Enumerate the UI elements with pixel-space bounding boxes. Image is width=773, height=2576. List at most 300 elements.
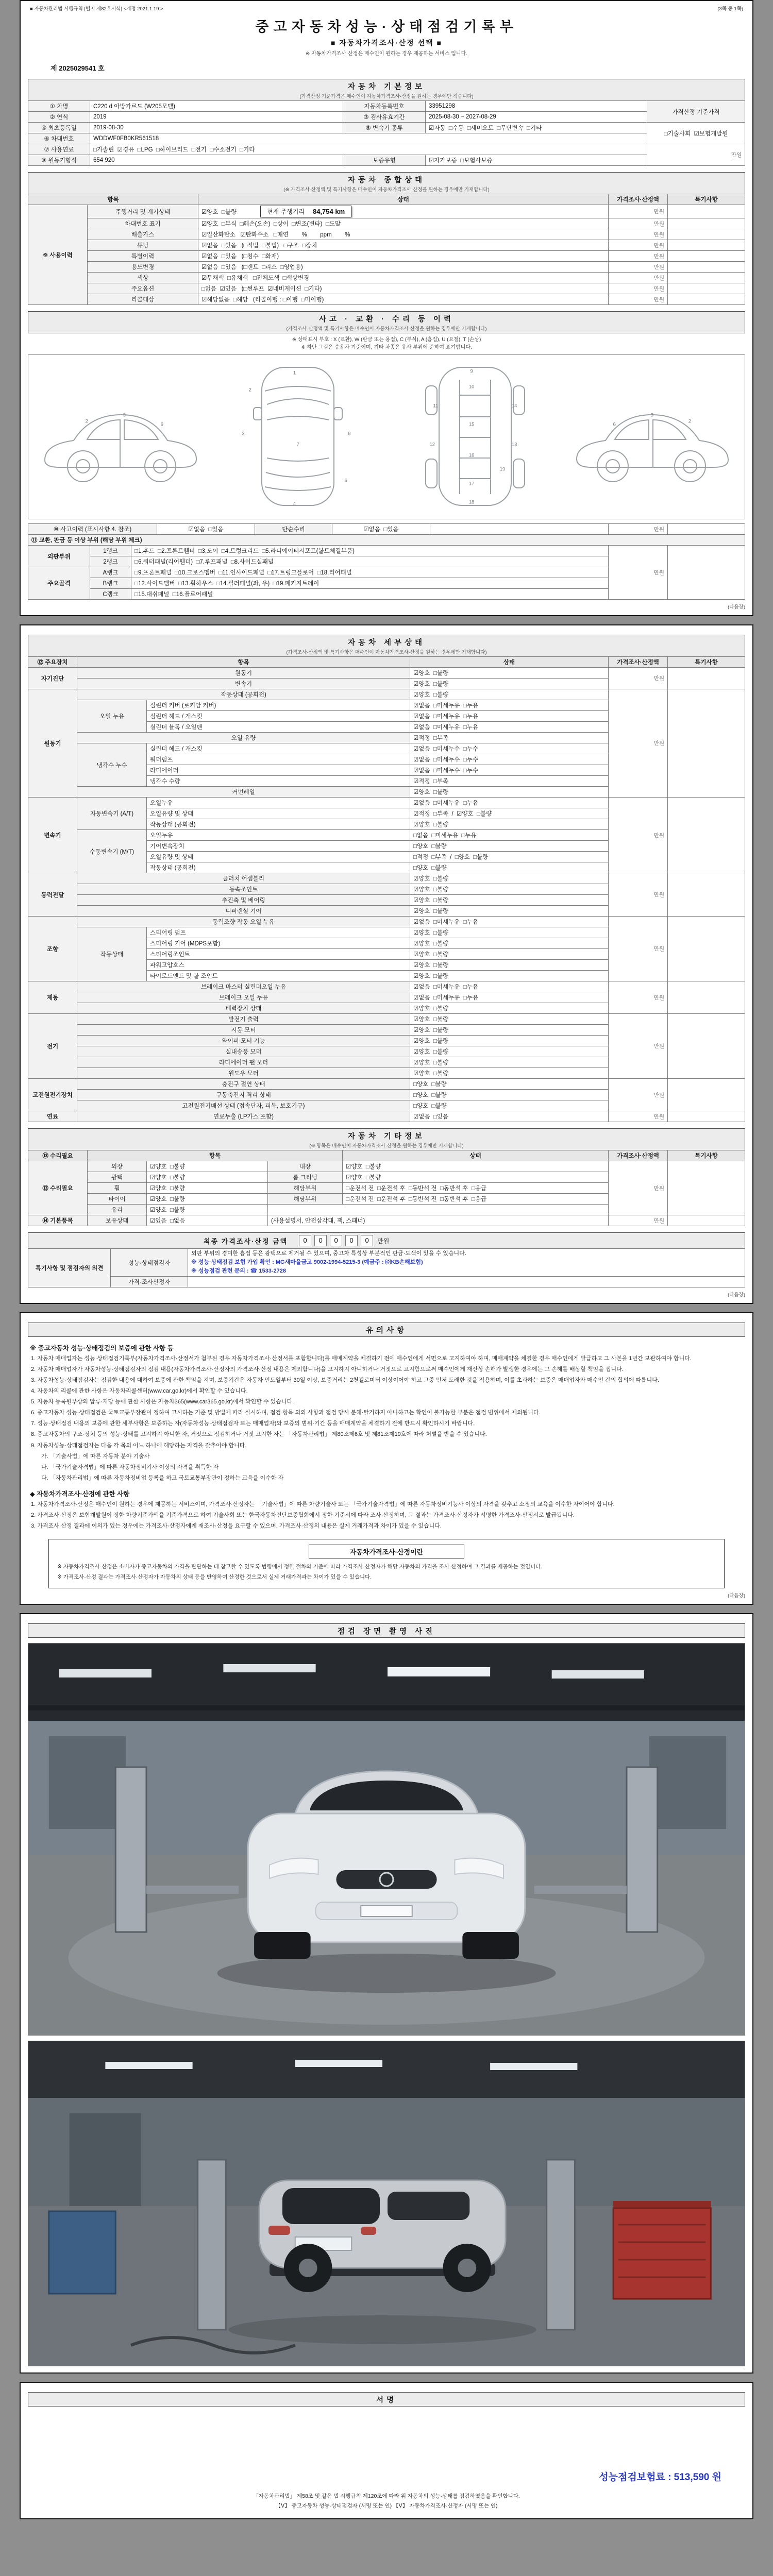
cell: 만원	[609, 524, 668, 535]
cell	[668, 1111, 745, 1122]
page-notice	[20, 1312, 753, 1605]
cell	[668, 240, 745, 251]
cell: 주요옵션	[88, 283, 198, 294]
definition-box-line: ※ 가격조사·산정 결과는 가격조사·산정자가 자동차의 상태 등을 반영하여 산정한 것으로서 실제 거래가격과는 차이가 있을 수 있습니다.	[57, 1573, 372, 1580]
cell: ☑양호 □불량	[410, 1025, 609, 1036]
notice-item: 9. 자동차성능·상태점검자는 다음 각 목의 어느 하나에 해당하는 자격을 갖추어야 합니다.	[31, 1442, 247, 1449]
notice-body	[28, 1343, 745, 1531]
cell: ☑있음 □없음	[147, 1215, 268, 1226]
cell: 휠	[88, 1183, 147, 1194]
cell: 만원	[609, 1079, 668, 1111]
basic-info-table	[28, 100, 745, 166]
cell	[668, 524, 745, 535]
cell: 라디에이터	[147, 765, 410, 776]
inspection-photo-rear	[28, 2041, 745, 2366]
cell: 원동기	[77, 668, 410, 679]
cell: 보유상태	[88, 1215, 147, 1226]
engine-type-value: 654 920	[90, 155, 343, 166]
cell: ☑없음 □미세누유 □누유	[410, 981, 609, 992]
cell: 등속조인트	[77, 884, 410, 895]
cell: ☑양호 □불량	[410, 1046, 609, 1057]
cell: ☑없음 □미세누수 □누수	[410, 743, 609, 754]
section-etc-header	[28, 1128, 745, 1150]
diagram-part-number: 3	[123, 412, 126, 418]
notice-item: 가. 「기술사법」에 따른 자동차 분야 기술사	[41, 1453, 150, 1460]
car-diagram-side-right	[566, 359, 737, 515]
cell: ☑없음 □미세누유 □누유	[410, 798, 609, 808]
cell: 만원	[609, 981, 668, 1014]
cell: 만원	[609, 251, 668, 262]
cell: ⑤ 변속기 종류	[343, 123, 426, 133]
cell	[668, 1014, 745, 1079]
cell: ☑없음 □미세누수 □누수	[410, 765, 609, 776]
notice-heading: ※ 중고자동차 성능·상태점검의 보증에 관한 사항 등	[30, 1345, 174, 1352]
cell: 내장	[268, 1161, 343, 1172]
cell: ☑적정 □부족	[410, 733, 609, 743]
cell: 만원	[609, 273, 668, 283]
inspection-photo-front	[28, 1643, 745, 2036]
cell: ☑양호 □불량	[410, 927, 609, 938]
cell: ☑양호 □불량	[147, 1172, 268, 1183]
diagram-part-number: 18	[468, 499, 475, 505]
cell: 만원	[609, 1215, 668, 1226]
cell: 상태	[198, 194, 609, 205]
usage-history-group: ⑨ 사용이력	[28, 205, 88, 305]
cell: □양호 □불량	[410, 1090, 609, 1100]
cell: 만원	[609, 294, 668, 305]
cell: 작동상태	[77, 927, 147, 981]
footer-statement	[28, 2487, 745, 2513]
cell: ☑양호 □불량	[410, 1057, 609, 1068]
exchange-panel-table	[28, 534, 745, 600]
first-registration-value: 2019-08-30	[90, 123, 343, 133]
section-overall-header	[28, 172, 745, 194]
cell: 만원	[609, 229, 668, 240]
cell: 해당부위	[268, 1194, 343, 1205]
diagram-part-number: 12	[429, 442, 435, 448]
cell: 2랭크	[90, 556, 131, 567]
notice-item: 나. 「국가기술자격법」에 따른 자동차정비기사 이상의 자격을 취득한 자	[41, 1464, 219, 1470]
cell: □적정 □부족 / □양호 □불량	[410, 852, 609, 862]
cell: ☑양호 □불량	[343, 1172, 609, 1183]
cell: ① 차명	[28, 101, 90, 112]
cell: ③ 검사유효기간	[343, 112, 426, 123]
cell: 오일 유량	[77, 733, 410, 743]
cell: 기어변속장치	[147, 841, 410, 852]
registration-number-value: 33951298	[426, 101, 647, 112]
model-year-value: 2019	[90, 112, 343, 123]
cell: 만원	[609, 240, 668, 251]
vin-value: WDDWF0FB0KR561518	[90, 133, 647, 144]
cell: ☑양호 □불량	[410, 949, 609, 960]
cell: 보증유형	[343, 155, 426, 166]
cell: 만원	[609, 873, 668, 917]
cell: 오일누유	[147, 830, 410, 841]
car-diagram-top	[212, 359, 383, 515]
cell: ☑없음 □미세누유 □누유	[410, 722, 609, 733]
cell: ⑫ 주요장치	[28, 657, 77, 668]
notice-item: 3. 자동차성능·상태점검자는 점검한 내용에 대하여 보증에 관한 책임을 지며, 보증기간은 자동차 인도일부터 30일 이상, 보증거리는 2천킬로미터 이상이어야 하고 그중 먼저 도래한 것을 적용하며, 이를 초과하는 보증은 매매업자와 매수인 간의 합의에 따릅니다.	[31, 1377, 659, 1384]
cell	[667, 546, 745, 600]
footer-line1: 「자동차관리법」 제58조 및 같은 법 시행규칙 제120조에 따라 위 자동차의 성능·상태를 점검하였음을 확인합니다.	[253, 2493, 520, 2500]
cell: ☑양호 □불량	[410, 895, 609, 906]
diagram-part-number: 2	[688, 418, 692, 425]
notice-item: 2. 자동차 매매업자가 자동차성능·상태점검자의 점검 내용(자동차가격조사·산정자의 가격조사·산정 내용은 제외합니다)을 고지하지 아니하거나 거짓으로 고지함으로써 매수인에게 재산상 손해가 발생한 경우에는 그 손해를 배상할 책임을 집니다.	[31, 1366, 624, 1373]
cell: ☑없음 □미세누유 □누유	[410, 917, 609, 927]
cell: 주행거리 및 계기상태	[88, 205, 198, 218]
form-reference-note	[28, 4, 745, 12]
final-amount-digit: 0	[330, 1235, 342, 1246]
notice-item: 다. 「자동차관리법」에 따른 자동차정비업 등록을 하고 국토교통부장관이 정하는 교육을 이수한 자	[41, 1475, 284, 1481]
cell: 오일유량 및 상태	[147, 808, 410, 819]
odometer-box: 현재 주행거리 84,754 km	[260, 206, 351, 217]
cell: ☑양호 □불량	[410, 938, 609, 949]
cell: 실린더 블록 / 오일팬	[147, 722, 410, 733]
cell	[668, 294, 745, 305]
car-side-left-drawing	[36, 359, 207, 515]
cell	[430, 524, 609, 535]
cell: 만원	[609, 1111, 668, 1122]
cell: 1랭크	[90, 546, 131, 556]
cell: 만원	[609, 1014, 668, 1079]
cell	[668, 668, 745, 689]
cell: □운전석 전 □운전석 후 □동반석 전 □동반석 후 □응급	[343, 1183, 609, 1194]
cell: 작동상태 (공회전)	[147, 819, 410, 830]
cell: 튜닝	[88, 240, 198, 251]
overall-state-table	[28, 194, 745, 305]
law-note: ■ 자동차관리법 시행규칙 [별지 제82호서식] <개정 2021.1.19.>	[30, 6, 163, 12]
cell: ☑양호 □불량	[147, 1194, 268, 1205]
cell: 만원	[609, 689, 668, 798]
cell: 색상	[88, 273, 198, 283]
page-signature	[20, 2382, 753, 2519]
cell: 연료누출 (LP가스 포함)	[77, 1111, 410, 1122]
cell: 만원	[609, 668, 668, 689]
cell: 조향	[28, 917, 77, 981]
cell: 만원	[609, 205, 668, 218]
cell: 가격·조사산정자	[111, 1277, 188, 1287]
page-photos	[20, 1613, 753, 2374]
cell: 스티어링 기어 (MDPS포함)	[147, 938, 410, 949]
cell: 작동상태 (공회전)	[147, 862, 410, 873]
diagram-part-number: 3	[650, 412, 654, 418]
diagram-part-number: 15	[468, 421, 475, 428]
cell: 자기진단	[28, 668, 77, 689]
cell: 자동변속기 (A/T)	[77, 798, 147, 830]
accident-legend-line2: ※ 하단 그림은 승용차 기준이며, 기타 차종은 유사 부위에 준하여 표기합니다.	[301, 345, 472, 350]
cell: 실린더 커버 (로커암 커버)	[147, 700, 410, 711]
final-amount-digit: 0	[345, 1235, 358, 1246]
cell: 만원	[609, 1161, 668, 1215]
price-appraisal-definition-box	[48, 1539, 725, 1589]
etc-info-table	[28, 1150, 745, 1226]
cell	[668, 873, 745, 917]
diagram-part-number: 8	[348, 431, 351, 437]
definition-box-title: 자동차가격조사·산정이란	[309, 1545, 464, 1558]
cell: 오일누유	[147, 798, 410, 808]
cell: □양호 □불량	[410, 1079, 609, 1090]
diagram-part-number: 6	[344, 478, 347, 484]
cell: ⑪ 교환, 판금 등 이상 부위 (해당 부위 체크)	[28, 535, 745, 546]
cell: 해당부위	[268, 1183, 343, 1194]
cell: ☑양호 □불량	[410, 1068, 609, 1079]
cell: ② 연식	[28, 112, 90, 123]
cell: ☑양호 □불량	[410, 668, 609, 679]
cell	[668, 981, 745, 1014]
simple-repair-status: ☑없음 □있음	[332, 524, 430, 535]
section-detail-header	[28, 635, 745, 657]
cell: □양호 □불량	[410, 862, 609, 873]
cell: 단순수리	[255, 524, 332, 535]
car-side-right-drawing	[566, 359, 737, 515]
next-page-marker: (다음장)	[728, 1292, 745, 1298]
cell: 배력장치 상태	[77, 1003, 410, 1014]
section-title: 자동차 기본정보	[347, 83, 426, 91]
vehicle-name-value: C220 d 아방가르드 (W205모델)	[90, 101, 343, 112]
cell: 외판부위	[28, 546, 90, 567]
cell: 상태	[343, 1150, 609, 1161]
cell: 고전원전기장치	[28, 1079, 77, 1111]
document-subtitle: ■ 자동차가격조사·산정 선택 ■	[330, 39, 442, 47]
cell: 파워고압호스	[147, 960, 410, 971]
cell: 구동축전지 격리 상태	[77, 1090, 410, 1100]
cell: 고전원전기배선 상태 (접속단자, 피복, 보호기구)	[77, 1100, 410, 1111]
cell: ☑양호 □불량	[410, 971, 609, 981]
final-price-band	[28, 1232, 745, 1249]
cell: 냉각수 수량	[147, 776, 410, 787]
diagram-part-number: 2	[85, 418, 88, 425]
cell: 유리	[88, 1205, 147, 1215]
cell: ⑬ 수리필요	[28, 1150, 88, 1161]
cell: 만원	[609, 798, 668, 873]
cell: ☑양호 □불량	[343, 1161, 609, 1172]
section-sign-header	[28, 2392, 745, 2406]
cell: 수동변속기 (M/T)	[77, 830, 147, 873]
section-note: (가격조사·산정액 및 특기사항은 매수인이 자동차가격조사·산정을 원하는 경우에만 기재합니다)	[286, 650, 487, 655]
cell: 추진축 및 베어링	[77, 895, 410, 906]
cell: 리콜대상	[88, 294, 198, 305]
cell: ☑양호 □불량	[410, 689, 609, 700]
inspection-period-value: 2025-08-30 ~ 2027-08-29	[426, 112, 647, 123]
diagram-part-number: 11	[433, 403, 439, 409]
cell: ☑양호 □부식 □훼손(오손) □상이 □변조(변타) □도말	[198, 218, 609, 229]
cell: ☑없음 □있음 (□적법 □불법) □구조 □장치	[198, 240, 609, 251]
cell: 특기사항	[668, 194, 745, 205]
cell: ⑥ 차대번호	[28, 133, 90, 144]
cell: ☑없음 □미세누유 □누유	[410, 992, 609, 1003]
cell: ☑자동 □수동 □세미오토 □무단변속 □기타	[426, 123, 647, 133]
cell: 항목	[28, 194, 198, 205]
cell: 제동	[28, 981, 77, 1014]
cell: □6.쿼터패널(리어휀더) □7.루프패널 □8.사이드실패널	[131, 556, 609, 567]
final-amount-digit: 0	[361, 1235, 373, 1246]
final-price-label: 최종 가격조사·산정 금액	[204, 1237, 288, 1245]
final-amount-digit: 0	[314, 1235, 327, 1246]
cell: ☑양호 □불량	[410, 1014, 609, 1025]
cell: 성능·상태점검자	[111, 1249, 188, 1277]
appraiser-opinion	[188, 1277, 745, 1287]
cell: 실린더 헤드 / 개스킷	[147, 711, 410, 722]
inspector-opinion: 외판 부위의 경미한 흠집 등은 광택으로 제거될 수 있으며, 중고차 특성상 부분적인 판금·도색이 있을 수 있습니다. ※ 성능·상태점검 보험 가입 확인 : MG새마을금고 9002-1994-5215-3 (예금주 : ㈜KB손해보험) ※ 성능점검 관련 문의 : ☎ 1533-2728	[188, 1249, 745, 1277]
cell: 시동 모터	[77, 1025, 410, 1036]
next-page-marker: (다음장)	[728, 604, 745, 610]
cell: 만원	[608, 546, 667, 600]
cell: ☑양호 □불량	[410, 679, 609, 689]
page-marker: (3쪽 중 1쪽)	[717, 6, 743, 12]
insurance-fee: 성능점검보험료 : 513,590 원	[599, 2472, 721, 2483]
cell: 만원	[609, 218, 668, 229]
photo-rear-drawing	[28, 2041, 745, 2366]
diagram-part-number: 6	[160, 421, 163, 428]
cell: 만원	[647, 144, 745, 166]
section-note: (※ 항목은 매수인이 자동차가격조사·산정을 원하는 경우에만 기재합니다)	[309, 1143, 464, 1149]
cell: ☑없음 □미세누유 □누유	[410, 700, 609, 711]
cell: 라디에이터 팬 모터	[77, 1057, 410, 1068]
cell: □운전석 전 □운전석 후 □동반석 전 □동반석 후 □응급	[343, 1194, 609, 1205]
car-diagram-side-left	[36, 359, 207, 515]
diagram-part-number: 19	[499, 466, 506, 472]
cell: 용도변경	[88, 262, 198, 273]
cell: 특기사항	[668, 1150, 745, 1161]
cell: 스티어링조인트	[147, 949, 410, 960]
final-amount	[296, 1235, 373, 1246]
odometer-status: ☑양호 □불량 현재 주행거리 84,754 km	[198, 205, 609, 218]
cell: 충전구 절연 상태	[77, 1079, 410, 1090]
cell: 자동차등록번호	[343, 101, 426, 112]
cell: 브레이크 오일 누유	[77, 992, 410, 1003]
cell: 배출가스	[88, 229, 198, 240]
cell: ⑩ 사고이력 (표시사항 4. 참조)	[28, 524, 157, 535]
section-title: 유의사항	[365, 1327, 408, 1335]
notice-item: 2. 가격조사·산정은 보험개발원이 정한 차량기준가액을 기준가격으로 하여 기술사회 또는 한국자동차진단보증협회에서 정한 기준서에 따라 조사·산정하며, 그 결과는 가격조사·산정자가 서명한 가격조사·산정서로 발급됩니다.	[31, 1512, 575, 1518]
car-top-drawing	[212, 359, 383, 515]
cell: 오일유량 및 상태	[147, 852, 410, 862]
cell	[668, 262, 745, 273]
cell: ⑬ 수리필요	[28, 1161, 88, 1215]
cell: ☑없음 □미세누유 □누유	[410, 711, 609, 722]
cell: 특기사항	[668, 657, 745, 668]
cell: B랭크	[90, 578, 131, 589]
section-title: 점검 장면 촬영 사진	[337, 1628, 436, 1636]
cell: 특별이력	[88, 251, 198, 262]
cell: ⑭ 기본품목	[28, 1215, 88, 1226]
car-diagram-bottom	[390, 359, 561, 515]
cell: ⑦ 사용연료	[28, 144, 90, 155]
cell: □없음 □미세누유 □누유	[410, 830, 609, 841]
cell: 타이로드엔드 및 볼 조인트	[147, 971, 410, 981]
cell: 타이어	[88, 1194, 147, 1205]
cell: ☑무채색 □유채색 □전체도색 □색상변경	[198, 273, 609, 283]
cell: 작동상태 (공회전)	[77, 689, 410, 700]
cell	[268, 1205, 609, 1215]
cell: ☑양호 □불량	[410, 787, 609, 798]
cell: □없음 ☑있음 (□썬루프 ☑네비게이션 □기타)	[198, 283, 609, 294]
cell: ☑일산화탄소 ☑탄화수소 □매연 % ppm %	[198, 229, 609, 240]
cell	[668, 229, 745, 240]
section-accident-header	[28, 311, 745, 333]
cell: 가격조사·산정액	[609, 657, 668, 668]
cell	[668, 1161, 745, 1215]
cell: 와이퍼 모터 기능	[77, 1036, 410, 1046]
accident-history-table	[28, 523, 745, 535]
cell: 실린더 헤드 / 개스킷	[147, 743, 410, 754]
cell: C랭크	[90, 589, 131, 600]
cell: 오일 누유	[77, 700, 147, 733]
diagram-part-number: 16	[468, 452, 475, 459]
cell: 브레이크 마스터 실린더오일 누유	[77, 981, 410, 992]
final-price-unit: 만원	[377, 1237, 390, 1245]
footer-line2: 【Ⅴ】 중고자동차 성능·상태점검자 (서명 또는 인) 【Ⅴ】 자동차가격조사·산정자 (서명 또는 인)	[275, 2503, 498, 2510]
notice-item: 8. 중고자동차의 구조·장치 등의 성능·상태를 고지하지 아니한 자, 거짓으로 점검하거나 거짓 고지한 자는 「자동차관리법」 제80조제6호 및 제81조제19호에 따라 처벌을 받을 수 있습니다.	[31, 1431, 487, 1438]
cell: ☑적정 □부족 / ☑양호 □불량	[410, 808, 609, 819]
diagram-part-number: 3	[242, 431, 245, 437]
cell: ☑없음 □미세누수 □누수	[410, 754, 609, 765]
notice-item: 1. 자동차가격조사·산정은 매수인이 원하는 경우에 제공하는 서비스이며, 가격조사·산정자는 「기술사법」에 따른 차량기술사 또는 「국가기술자격법」에 따른 자동차정비기능사 이상의 자격을 갖추고 소정의 교육을 이수한 자이어야 합니다.	[31, 1501, 615, 1507]
price-basis-label: 가격산정 기준가격	[647, 101, 745, 123]
cell: A랭크	[90, 567, 131, 578]
cell: 냉각수 누수	[77, 743, 147, 787]
fuel-type-value: □가솔린 ☑경유 □LPG □하이브리드 □전기 □수소전기 □기타	[90, 144, 647, 155]
cell	[668, 205, 745, 218]
notice-item: 3. 가격조사·산정 결과에 이의가 있는 경우에는 가격조사·산정자에게 재조사·산정을 요구할 수 있으며, 가격조사·산정의 내용은 실제 거래가격과 차이가 있을 수 있습니다.	[31, 1522, 442, 1529]
cell: ☑양호 □불량	[410, 960, 609, 971]
cell: 항목	[77, 657, 410, 668]
diagram-part-number: 17	[468, 481, 475, 487]
cell: 광택	[88, 1172, 147, 1183]
cell: 동력전달	[28, 873, 77, 917]
cell: ☑없음 □있음	[410, 1111, 609, 1122]
cell	[668, 218, 745, 229]
cell: □기술사회 ☑보험개발원	[647, 123, 745, 144]
cell: □12.사이드멤버 □13.휠하우스 □14.필러패널(좌, 우) □19.패키지트레이	[131, 578, 609, 589]
cell	[668, 689, 745, 798]
cell	[668, 917, 745, 981]
cell: □양호 □불량	[410, 841, 609, 852]
diagram-part-number: 10	[468, 384, 475, 390]
cell: 외장	[88, 1161, 147, 1172]
cell	[668, 1079, 745, 1111]
cell: 가격조사·산정액	[609, 194, 668, 205]
cell: 실내송풍 모터	[77, 1046, 410, 1057]
car-bottom-drawing	[390, 359, 561, 515]
inspector-opinion-table	[28, 1248, 745, 1287]
cell: 원동기	[28, 689, 77, 798]
page-detail	[20, 624, 753, 1304]
cell: 만원	[609, 262, 668, 273]
notice-item: 7. 성능·상태점검 내용의 보증에 관한 세부사항은 보증하는 자(자동차성능·상태점검자 또는 매매업자)와 보증의 범위·기간 등을 매매계약을 체결하기 전에 반드시 확인하시기 바랍니다.	[31, 1420, 475, 1427]
cell: ☑양호 □불량	[410, 1036, 609, 1046]
cell: 주요골격	[28, 567, 90, 600]
section-photos-header	[28, 1623, 745, 1638]
cell: 전기	[28, 1014, 77, 1079]
diagram-part-number: 4	[293, 501, 296, 507]
cell: ☑양호 □불량	[410, 1003, 609, 1014]
cell: 변속기	[28, 798, 77, 873]
signature-area	[28, 2406, 745, 2467]
accident-legend	[28, 336, 745, 351]
cell: 룸 크리닝	[268, 1172, 343, 1183]
warranty-type-value: ☑자가보증 □보험사보증	[426, 155, 647, 166]
cell: 변속기	[77, 679, 410, 689]
cell: ④ 최초등록일	[28, 123, 90, 133]
page-basic-overall	[20, 0, 753, 616]
cell: □9.프론트패널 □10.크로스멤버 □11.인사이드패널 □17.트렁크플로어 □18.리어패널	[131, 567, 609, 578]
cell: ☑양호 □불량	[410, 884, 609, 895]
cell: ☑양호 □불량	[147, 1183, 268, 1194]
accident-legend-line1: ※ 상태표시 부호 : X (교환), W (판금 또는 용접), C (부식), A (흠집), U (요철), T (손상)	[292, 337, 481, 343]
section-note: (※ 가격조사·산정액 및 특기사항은 매수인이 자동차가격조사·산정을 원하는 경우에만 기재합니다)	[283, 187, 490, 193]
cell: ☑해당없음 □해당 (리콜이행 : □이행 □미이행)	[198, 294, 609, 305]
